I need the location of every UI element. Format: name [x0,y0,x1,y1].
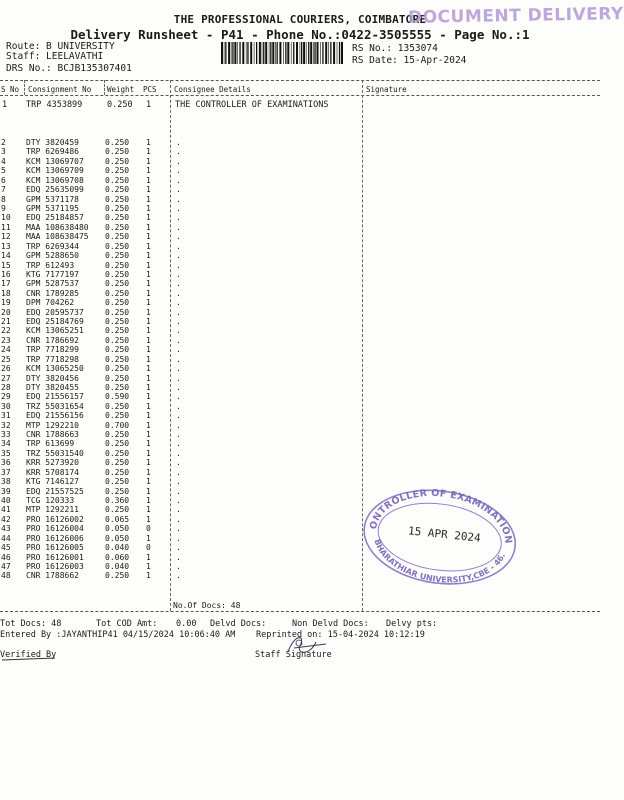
row-consignee: . [176,298,181,308]
row-pcs: 1 [146,100,152,110]
row-weight: 0.250 [105,505,130,515]
row-pcs: 1 [146,430,151,439]
row-pcs: 1 [146,458,151,468]
row-sno: 4 [1,156,6,166]
row-consignee: . [176,203,181,213]
row-sno: 38 [1,477,11,487]
row-weight: 0.250 [105,335,130,345]
row-weight: 0.250 [105,156,130,166]
barcode-icon [221,42,343,64]
row-pcs: 1 [146,175,151,185]
row-weight: 0.250 [105,382,130,392]
row-consignment: TRP 612493 [26,260,75,270]
row-pcs: 1 [146,185,151,195]
row-weight: 0.040 [105,543,130,553]
col-signature: Signature [366,85,407,94]
row-pcs: 1 [146,345,151,355]
row-weight: 0.250 [105,373,130,383]
row-sno: 18 [1,288,11,298]
row-weight: 0.250 [105,317,130,326]
row-consignee: . [176,185,181,195]
row-weight: 0.250 [105,486,130,496]
row-consignment: PRO 16126003 [26,561,84,571]
row-pcs: 1 [146,251,151,260]
row-weight: 0.250 [107,100,133,110]
row-weight: 0.360 [105,496,130,505]
row-sno: 1 [2,100,8,110]
row-consignee: . [176,533,181,543]
row-sno: 3 [1,147,6,157]
row-weight: 0.040 [105,561,130,571]
row-pcs: 1 [146,364,151,374]
row-consignee: . [176,477,181,487]
row-consignee: . [176,279,181,289]
col-divider [170,80,171,611]
row-weight: 0.060 [105,552,130,562]
row-sno: 22 [1,326,11,336]
row-consignment: TRZ 55031654 [26,401,84,411]
row-weight: 0.700 [105,420,130,430]
row-weight: 0.250 [105,467,130,477]
row-consignee: . [176,373,181,383]
row-consignment: DPM 704262 [26,298,75,308]
row-consignee: . [176,213,181,223]
row-consignee: . [176,467,181,477]
row-pcs: 1 [146,241,151,251]
row-pcs: 1 [146,496,151,505]
row-consignment: KCM 13069707 [26,156,84,166]
row-consignment: EDQ 21556157 [26,392,84,402]
row-consignee: . [176,269,181,279]
row-consignment: GPM 5371195 [26,203,79,213]
row-weight: 0.250 [105,364,130,374]
total-cod-amount: 0.00 [176,619,197,629]
row-weight: 0.250 [105,241,130,251]
stamp-date: 15 APR 2024 [407,524,482,545]
row-sno: 6 [1,175,6,185]
row-pcs: 1 [146,335,151,345]
row-consignee: . [176,175,181,185]
row-consignee: . [176,401,181,411]
row-pcs: 1 [146,298,151,308]
row-pcs: 1 [146,260,151,270]
row-pcs: 1 [146,147,151,157]
row-weight: 0.250 [105,430,130,439]
row-pcs: 1 [146,533,151,543]
row-pcs: 0 [146,543,151,553]
row-sno: 13 [1,241,11,251]
row-weight: 0.250 [105,448,130,458]
row-weight: 0.250 [105,166,130,176]
row-pcs: 1 [146,222,151,232]
row-pcs: 1 [146,156,151,166]
row-consignment: GPM 5371178 [26,194,79,204]
staff-label: Staff: LEELAVATHI [6,51,104,62]
runsheet-title: Delivery Runsheet - P41 - Phone No.:0422-3505555 - Page No.:1 [70,27,530,42]
row-sno: 25 [1,354,11,364]
row-consignment: DTY 3820455 [26,382,79,392]
row-consignee: . [176,382,181,392]
row-sno: 21 [1,317,11,326]
rs-number: RS No.: 1353074 [352,43,438,54]
row-weight: 0.250 [105,458,130,468]
row-sno: 42 [1,514,11,524]
row-weight: 0.250 [105,477,130,487]
row-consignment: TRP 6269344 [26,241,79,251]
row-sno: 14 [1,251,11,260]
row-consignee: . [176,166,181,176]
row-consignee: . [176,232,181,242]
row-pcs: 1 [146,288,151,298]
row-sno: 12 [1,232,11,242]
row-consignee: . [176,458,181,468]
row-consignee: . [176,307,181,317]
row-consignment: TRZ 55031540 [26,448,84,458]
row-pcs: 1 [146,477,151,487]
row-consignee: . [176,251,181,260]
row-sno: 5 [1,166,6,176]
row-sno: 7 [1,185,6,195]
row-consignee: . [176,194,181,204]
row-sno: 30 [1,401,11,411]
row-sno: 45 [1,543,11,553]
row-consignment: DTY 3820459 [26,138,79,147]
row-sno: 35 [1,448,11,458]
row-pcs: 1 [146,571,151,581]
row-sno: 20 [1,307,11,317]
row-sno: 24 [1,345,11,355]
row-consignee: . [176,448,181,458]
row-weight: 0.250 [105,260,130,270]
row-consignment: EDQ 25184769 [26,317,84,326]
verified-by: Verified By [0,650,57,660]
staff-signature-label: Staff Signature [255,650,332,660]
row-weight: 0.250 [105,203,130,213]
row-consignee: . [176,392,181,402]
row-pcs: 0 [146,524,151,534]
row-consignment: PRO 16126001 [26,552,84,562]
row-weight: 0.250 [105,411,130,421]
row-consignment: DTY 3820456 [26,373,79,383]
row-consignment: CNR 1789285 [26,288,79,298]
row-pcs: 1 [146,486,151,496]
row-consignment: KCM 13069708 [26,175,84,185]
row-pcs: 1 [146,317,151,326]
row-weight: 0.250 [105,232,130,242]
row-consignee: . [176,439,181,449]
row-pcs: 1 [146,232,151,242]
row-weight: 0.250 [105,213,130,223]
row-sno: 16 [1,269,11,279]
row-consignee: . [176,430,181,439]
row-weight: 0.250 [105,175,130,185]
row-sno: 9 [1,203,6,213]
row-sno: 26 [1,364,11,374]
row-weight: 0.065 [105,514,130,524]
row-sno: 44 [1,533,11,543]
col-divider [104,80,105,95]
row-weight: 0.590 [105,392,130,402]
row-consignment: KRR 5273920 [26,458,79,468]
row-consignee: . [176,335,181,345]
row-pcs: 1 [146,552,151,562]
row-pcs: 1 [146,203,151,213]
row-weight: 0.050 [105,533,130,543]
row-weight: 0.250 [105,354,130,364]
row-pcs: 1 [146,166,151,176]
row-pcs: 1 [146,448,151,458]
row-sno: 11 [1,222,11,232]
row-pcs: 1 [146,420,151,430]
row-pcs: 1 [146,269,151,279]
table-bottom-rule [0,611,600,612]
col-weight: Weight [107,85,135,94]
row-consignee: . [176,156,181,166]
route-label: Route: B UNIVERSITY [6,41,115,52]
row-consignment: TRP 7718299 [26,345,79,355]
row-consignee: . [176,505,181,515]
row-weight: 0.250 [105,147,130,157]
row-pcs: 1 [146,392,151,402]
row-weight: 0.250 [105,194,130,204]
row-consignment: GPM 5287537 [26,279,79,289]
row-sno: 29 [1,392,11,402]
row-weight: 0.250 [105,571,130,581]
row-consignee: . [176,288,181,298]
row-pcs: 1 [146,307,151,317]
total-docs: Tot Docs: 48 [0,619,62,629]
row-weight: 0.250 [105,251,130,260]
delivery-points: Delvy pts: [386,619,438,629]
row-consignment: MAA 108638480 [26,222,89,232]
row-weight: 0.250 [105,326,130,336]
row-weight: 0.250 [105,298,130,308]
row-consignee: . [176,241,181,251]
document-delivery-stamp: DOCUMENT DELIVERY [407,4,624,28]
row-pcs: 1 [146,411,151,421]
row-pcs: 1 [146,439,151,449]
row-consignee: . [176,571,181,581]
table-header-rule [0,95,600,96]
row-consignment: KTG 7177197 [26,269,79,279]
row-consignee: . [176,543,181,553]
row-consignment: CNR 1786692 [26,335,79,345]
row-sno: 43 [1,524,11,534]
row-pcs: 1 [146,373,151,383]
row-sno: 48 [1,571,11,581]
col-consignee: Consignee Details [174,85,251,94]
row-pcs: 1 [146,505,151,515]
row-consignment: TRP 4353899 [26,100,83,110]
row-sno: 41 [1,505,11,515]
col-consignment: Consignment No [28,85,92,94]
row-sno: 34 [1,439,11,449]
row-consignee: . [176,496,181,505]
row-consignment: EDQ 25184857 [26,213,84,223]
table-top-rule [0,80,600,81]
col-sno: S No [1,85,20,94]
row-consignee: . [176,222,181,232]
row-weight: 0.250 [105,222,130,232]
row-sno: 40 [1,496,11,505]
row-pcs: 1 [146,467,151,477]
stamp-bottom-text: BHARATHIAR UNIVERSITY,CBE - 46. [372,537,508,585]
row-consignment: KCM 13065251 [26,326,84,336]
row-consignee: . [176,354,181,364]
stamp-top-text: CONTROLLER OF EXAMINATIONS [367,487,514,545]
row-sno: 33 [1,430,11,439]
row-sno: 47 [1,561,11,571]
row-sno: 31 [1,411,11,421]
row-sno: 39 [1,486,11,496]
row-consignment: MTP 1292210 [26,420,79,430]
controller-of-examinations-stamp [358,485,520,585]
row-weight: 0.250 [105,345,130,355]
row-sno: 46 [1,552,11,562]
row-sno: 36 [1,458,11,468]
row-consignment: KTG 7146127 [26,477,79,487]
row-consignee: . [176,420,181,430]
row-consignment: CNR 1788662 [26,571,79,581]
row-consignment: MAA 108638475 [26,232,89,242]
row-consignment: TRP 7718298 [26,354,79,364]
row-pcs: 1 [146,279,151,289]
row-consignment: KCM 13065250 [26,364,84,374]
row-weight: 0.050 [105,524,130,534]
entered-by: Entered By :JAYANTHIP41 04/15/2024 10:06:40 AM [0,630,236,640]
row-consignment: EDQ 25635099 [26,185,84,195]
verified-signature [0,654,60,666]
row-sno: 15 [1,260,11,270]
row-consignment: KRR 5708174 [26,467,79,477]
row-consignee: THE CONTROLLER OF EXAMINATIONS [175,100,329,110]
row-sno: 19 [1,298,11,308]
row-consignee: . [176,552,181,562]
row-weight: 0.250 [105,307,130,317]
row-consignee: . [176,138,181,147]
row-consignee: . [176,317,181,326]
row-weight: 0.250 [105,288,130,298]
row-consignment: EDQ 20595737 [26,307,84,317]
row-sno: 23 [1,335,11,345]
row-consignee: . [176,260,181,270]
row-sno: 10 [1,213,11,223]
row-weight: 0.250 [105,185,130,195]
row-consignee: . [176,364,181,374]
row-sno: 37 [1,467,11,477]
company-name: THE PROFESSIONAL COURIERS, COIMBATORE [173,13,427,26]
row-pcs: 1 [146,401,151,411]
reprinted-on: Reprinted on: 15-04-2024 10:12:19 [256,630,425,640]
no-of-docs: No.Of Docs: 48 [173,601,241,610]
row-weight: 0.250 [105,279,130,289]
row-consignment: PRO 16126004 [26,524,84,534]
delivered-docs: Delvd Docs: [210,619,267,629]
row-consignment: GPM 5288650 [26,251,79,260]
row-consignment: KCM 13069709 [26,166,84,176]
row-pcs: 1 [146,354,151,364]
row-consignment: CNR 1788663 [26,430,79,439]
row-consignment: TRP 6269486 [26,147,79,157]
row-weight: 0.250 [105,401,130,411]
row-consignment: PRO 16126005 [26,543,84,553]
row-sno: 8 [1,194,6,204]
row-consignee: . [176,514,181,524]
col-divider [24,80,25,95]
staff-signature-scribble [280,632,340,662]
col-pcs: PCS [143,85,157,94]
row-weight: 0.250 [105,138,130,147]
row-sno: 28 [1,382,11,392]
row-sno: 17 [1,279,11,289]
row-weight: 0.250 [105,269,130,279]
row-pcs: 1 [146,514,151,524]
row-consignment: EDQ 21556156 [26,411,84,421]
row-pcs: 1 [146,326,151,336]
row-consignment: TRP 613699 [26,439,75,449]
row-consignee: . [176,147,181,157]
row-sno: 27 [1,373,11,383]
row-consignment: MTP 1292211 [26,505,79,515]
row-consignee: . [176,411,181,421]
row-pcs: 1 [146,382,151,392]
row-weight: 0.250 [105,439,130,449]
row-pcs: 1 [146,213,151,223]
row-consignment: PRO 16126002 [26,514,84,524]
row-consignment: TCG 120333 [26,496,75,505]
rs-date: RS Date: 15-Apr-2024 [352,55,467,66]
row-consignee: . [176,561,181,571]
total-cod-label: Tot COD Amt: [96,619,158,629]
row-consignee: . [176,326,181,336]
row-sno: 2 [1,138,6,147]
row-consignee: . [176,524,181,534]
non-delivered-docs: Non Delvd Docs: [292,619,369,629]
row-consignee: . [176,486,181,496]
row-pcs: 1 [146,194,151,204]
row-pcs: 1 [146,138,151,147]
row-pcs: 1 [146,561,151,571]
row-sno: 32 [1,420,11,430]
row-consignment: EDQ 21557525 [26,486,84,496]
row-consignee: . [176,345,181,355]
row-consignment: PRO 16126006 [26,533,84,543]
drs-number: DRS No.: BCJB135307401 [6,63,132,74]
